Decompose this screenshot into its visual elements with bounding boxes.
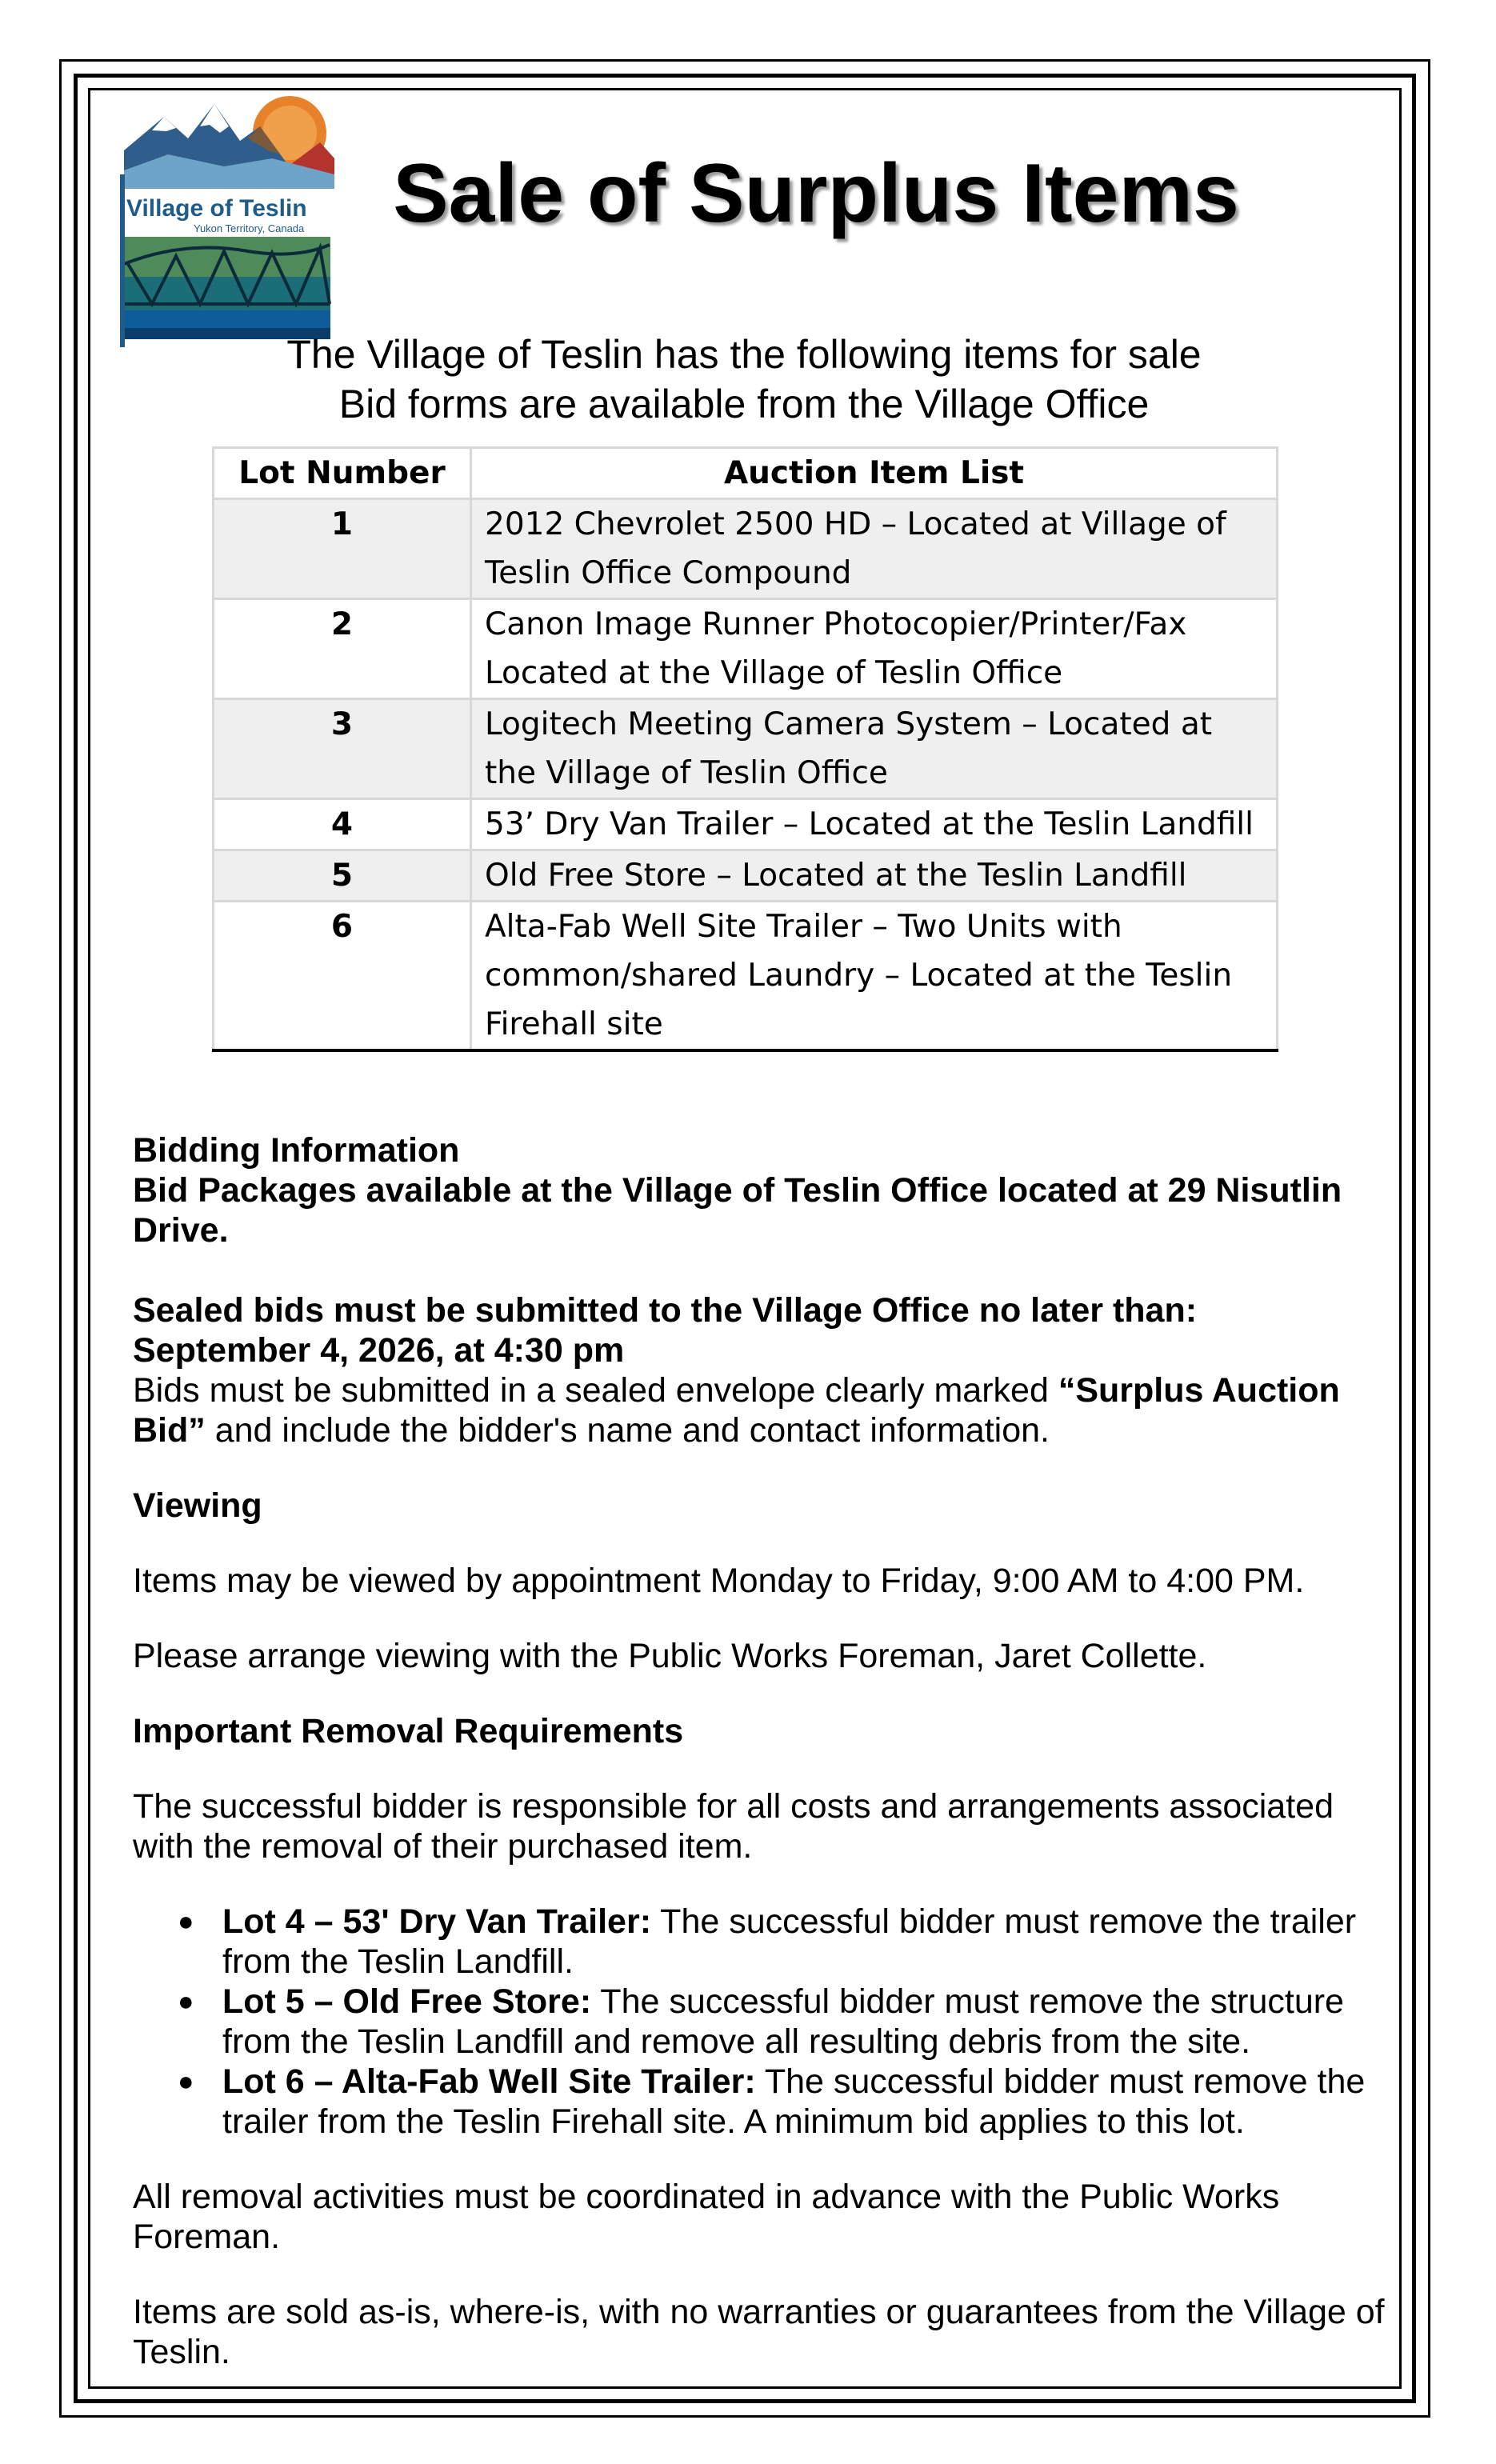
viewing-hours: Items may be viewed by appointment Monday to Friday, 9:00 AM to 4:00 PM. bbox=[133, 1562, 1305, 1600]
logo-name: Village of Teslin bbox=[126, 195, 307, 222]
lot-item: Alta-Fab Well Site Trailer – Two Units with common/shared Laundry – Located at the Teslin Firehall site bbox=[471, 902, 1278, 1051]
lot-item: Old Free Store – Located at the Teslin Landfill bbox=[471, 850, 1278, 902]
envelope-mark: “Surplus Auction Bid” bbox=[133, 1371, 1340, 1450]
lot-number: 5 bbox=[214, 850, 471, 902]
removal-requirements-list bbox=[133, 1902, 1389, 2142]
lot-item: 53’ Dry Van Trailer – Located at the Teslin Landfill bbox=[471, 799, 1278, 850]
lot-number: 3 bbox=[214, 699, 471, 799]
lot-item: Canon Image Runner Photocopier/Printer/Fax Located at the Village of Teslin Office bbox=[471, 599, 1278, 699]
header-auction-item-list: Auction Item List bbox=[471, 448, 1278, 499]
viewing-contact: Please arrange viewing with the Public Works Foreman, Jaret Collette. bbox=[133, 1637, 1207, 1675]
requirement-text: The successful bidder must remove the trailer from the Teslin Landfill. bbox=[222, 1902, 1357, 1981]
lot-item: Logitech Meeting Camera System – Located at the Village of Teslin Office bbox=[471, 699, 1278, 799]
lot-number: 6 bbox=[214, 902, 471, 1051]
table-row bbox=[214, 902, 1278, 1051]
bidding-heading: Bidding Information bbox=[133, 1131, 460, 1170]
lot-number: 2 bbox=[214, 599, 471, 699]
table-row bbox=[214, 499, 1278, 599]
bullet-icon: ● bbox=[178, 1906, 194, 1937]
table-row bbox=[214, 799, 1278, 850]
lot-item: 2012 Chevrolet 2500 HD – Located at Village of Teslin Office Compound bbox=[471, 499, 1278, 599]
envelope-instructions bbox=[133, 1370, 1389, 1450]
removal-coordination: All removal activities must be coordinated in advance with the Public Works Foreman. bbox=[133, 2178, 1280, 2256]
list-item bbox=[133, 1902, 1389, 1982]
bullet-icon: ● bbox=[178, 1986, 194, 2017]
intro-line-1: The Village of Teslin has the following items for sale bbox=[286, 332, 1202, 377]
deadline: September 4, 2026, at 4:30 pm bbox=[133, 1331, 625, 1370]
removal-intro: The successful bidder is responsible for all costs and arrangements associated with the removal of their purchased item. bbox=[133, 1787, 1334, 1866]
logo-subtitle: Yukon Territory, Canada bbox=[194, 222, 305, 234]
table-row bbox=[214, 699, 1278, 799]
table-row bbox=[214, 850, 1278, 902]
notice-body bbox=[133, 1130, 1389, 2372]
as-is-disclaimer: Items are sold as-is, where-is, with no warranties or guarantees from the Village of Teslin. bbox=[133, 2293, 1385, 2371]
list-item bbox=[133, 2062, 1389, 2142]
requirement-label: Lot 4 – 53' Dry Van Trailer: bbox=[222, 1902, 652, 1941]
bid-packages: Bid Packages available at the Village of Teslin Office located at 29 Nisutlin Drive. bbox=[133, 1171, 1342, 1250]
intro-line-2: Bid forms are available from the Village Office bbox=[338, 382, 1150, 426]
lot-number: 4 bbox=[214, 799, 471, 850]
envelope-text-post: and include the bidder's name and contact information. bbox=[205, 1411, 1050, 1450]
viewing-heading: Viewing bbox=[133, 1486, 262, 1525]
table-row bbox=[214, 599, 1278, 699]
auction-item-table bbox=[212, 446, 1278, 1052]
requirement-text: The successful bidder must remove the structure from the Teslin Landfill and remove all resulting debris from the site. bbox=[222, 1982, 1344, 2061]
requirement-label: Lot 5 – Old Free Store: bbox=[222, 1982, 592, 2021]
village-of-teslin-logo bbox=[120, 94, 336, 349]
table-header-row bbox=[214, 448, 1278, 499]
intro bbox=[144, 330, 1344, 429]
deadline-intro: Sealed bids must be submitted to the Village Office no later than: bbox=[133, 1291, 1198, 1330]
removal-heading: Important Removal Requirements bbox=[133, 1712, 684, 1750]
header-lot-number: Lot Number bbox=[214, 448, 471, 499]
requirement-text: The successful bidder must remove the trailer from the Teslin Firehall site. A minimum bid applies to this lot. bbox=[222, 2062, 1366, 2141]
lot-number: 1 bbox=[214, 499, 471, 599]
page-title: Sale of Surplus Items bbox=[393, 147, 1239, 240]
bullet-icon: ● bbox=[178, 2066, 194, 2097]
requirement-label: Lot 6 – Alta-Fab Well Site Trailer: bbox=[222, 2062, 756, 2101]
list-item bbox=[133, 1982, 1389, 2062]
envelope-text-pre: Bids must be submitted in a sealed envelope clearly marked bbox=[133, 1371, 1058, 1410]
